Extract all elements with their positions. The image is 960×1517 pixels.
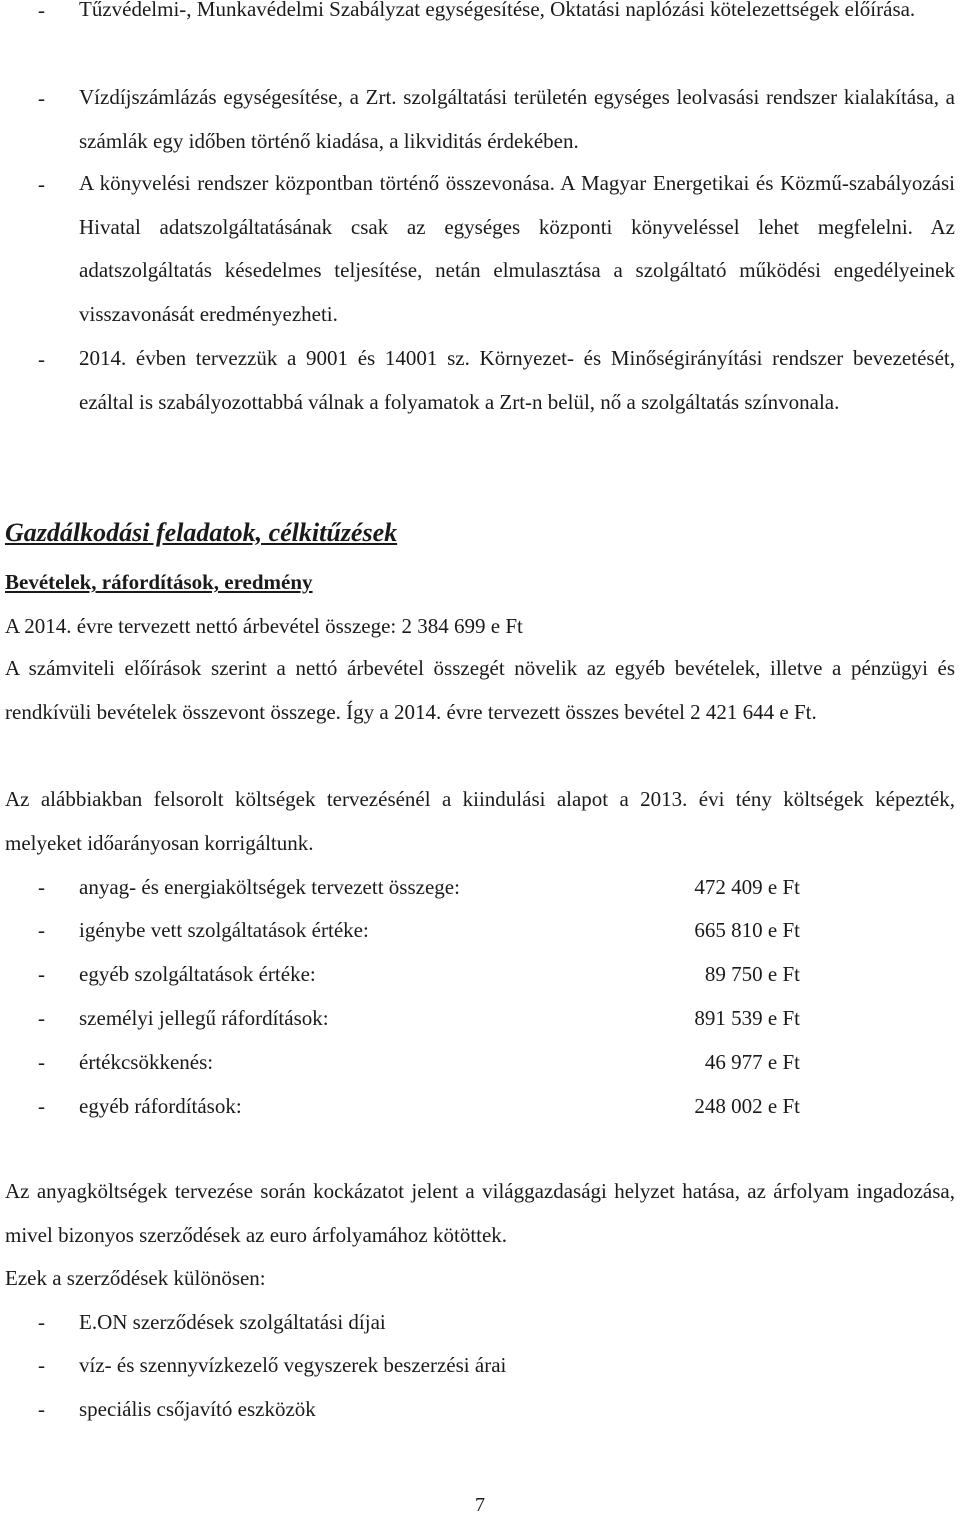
cost-value: 472 409 e Ft [694, 875, 800, 899]
section-title: Gazdálkodási feladatok, célkitűzések [5, 518, 398, 547]
bullet-dash: - [38, 347, 45, 371]
cost-dash: - [38, 875, 45, 899]
page-number: 7 [475, 1494, 485, 1516]
contract-text: E.ON szerződések szolgáltatási díjai [79, 1310, 386, 1334]
contract-dash: - [38, 1397, 45, 1421]
costs-intro-paragraph: Az alábbiakban felsorolt költségek tervezésénél a kiindulási alapot a 2013. évi tény költségek képezték, melyeket időarányosan korrigáltunk. [5, 787, 955, 855]
contract-text: speciális csőjavító eszközök [79, 1397, 316, 1421]
cost-dash: - [38, 1006, 45, 1030]
income-paragraph: A számviteli előírások szerint a nettó árbevétel összegét növelik az egyéb bevételek, illetve a pénzügyi és rendkívüli bevételek összevont összege. Így a 2014. évre tervezett összes bevétel 2 421 644 e Ft. [5, 656, 955, 724]
cost-dash: - [38, 962, 45, 986]
contract-dash: - [38, 1310, 45, 1334]
cost-label: anyag- és energiaköltségek tervezett összege: [79, 875, 460, 899]
cost-value: 891 539 e Ft [694, 1006, 800, 1030]
contract-dash: - [38, 1353, 45, 1377]
cost-dash: - [38, 918, 45, 942]
risk-paragraph: Az anyagköltségek tervezése során kockázatot jelent a világgazdasági helyzet hatása, az árfolyam ingadozása, mivel bizonyos szerződések az euro árfolyamához kötöttek. [5, 1179, 955, 1247]
bullet-text: 2014. évben tervezzük a 9001 és 14001 sz. Környezet- és Minőségirányítási rendszer bevezetését, ezáltal is szabályozottabbá válnak a folyamatok a Zrt-n belül, nő a szolgáltatás színvonala. [79, 346, 955, 414]
revenue-line: A 2014. évre tervezett nettó árbevétel összege: 2 384 699 e Ft [5, 614, 523, 638]
bullet-dash: - [38, 0, 45, 22]
bullet-text: Vízdíjszámlázás egységesítése, a Zrt. szolgáltatási területén egységes leolvasási rendszer kialakítása, a számlák egy időben történő kiadása, a likviditás érdekében. [79, 85, 955, 153]
cost-label: értékcsökkenés: [79, 1050, 214, 1074]
bullet-text: A könyvelési rendszer központban történő összevonása. A Magyar Energetikai és Közmű-szabályozási Hivatal adatszolgáltatásának csak az egységes központi könyveléssel lehet megfelelni. Az adatszolgáltatás késedelmes teljesítése, netán elmulasztása a szolgáltató működési engedélyeinek visszavonását eredményezheti. [79, 171, 955, 326]
cost-value: 665 810 e Ft [694, 918, 800, 942]
cost-label: személyi jellegű ráfordítások: [79, 1006, 329, 1030]
contracts-intro: Ezek a szerződések különösen: [5, 1266, 266, 1290]
subsection-title: Bevételek, ráfordítások, eredmény [5, 570, 313, 594]
cost-label: igénybe vett szolgáltatások értéke: [79, 918, 369, 942]
bullet-dash: - [38, 172, 45, 196]
cost-label: egyéb szolgáltatások értéke: [79, 962, 316, 986]
cost-value: 46 977 e Ft [704, 1050, 800, 1074]
cost-value: 89 750 e Ft [704, 962, 800, 986]
cost-label: egyéb ráfordítások: [79, 1094, 242, 1118]
cost-dash: - [38, 1050, 45, 1074]
bullet-dash: - [38, 86, 45, 110]
cost-value: 248 002 e Ft [694, 1094, 800, 1118]
bullet-text: Tűzvédelmi-, Munkavédelmi Szabályzat egységesítése, Oktatási naplózási kötelezettségek előírása. [79, 0, 916, 21]
cost-dash: - [38, 1094, 45, 1118]
contract-text: víz- és szennyvízkezelő vegyszerek beszerzési árai [79, 1353, 507, 1377]
